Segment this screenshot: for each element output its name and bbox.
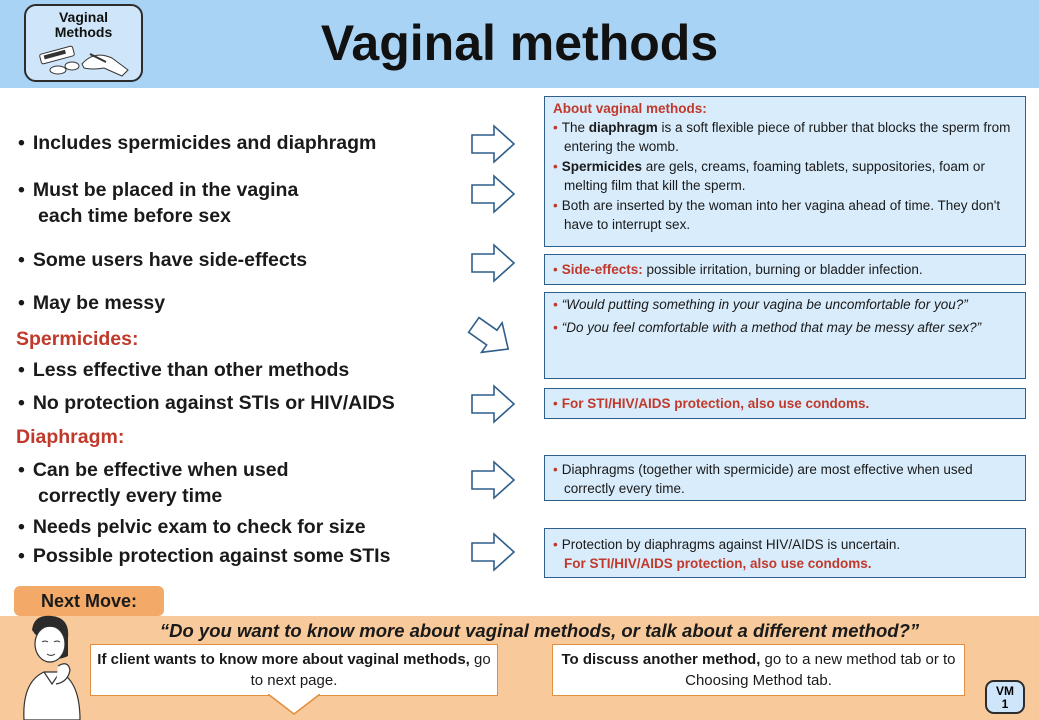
messy-question-2-text: “Do you feel comfortable with a method that may be messy after sex?”	[561, 320, 982, 335]
counselor-quote: “Do you want to know more about vaginal methods, or talk about a different method?”	[159, 620, 920, 641]
messy-question-2: • “Do you feel comfortable with a method that may be messy after sex?”	[553, 320, 982, 335]
right-arrow-icon	[470, 384, 516, 424]
side-effects-box	[544, 254, 1026, 285]
diaphragm-protection-text-1: Protection by diaphragms against HIV/AIDS is uncertain.	[561, 537, 901, 552]
next-move-label: Next Move:	[14, 586, 164, 616]
another-method-text: go to a new method tab or to Choosing Method tab.	[685, 651, 956, 689]
bullet-placed: • Must be placed in the vagina each time before sex	[18, 179, 299, 227]
page-tab-vm1-line-1: VM	[996, 684, 1014, 698]
bullet-messy-text: May be messy	[32, 292, 166, 314]
about-item-inserted: • Both are inserted by the woman into her vagina ahead of time. They don't have to interrupt sex.	[553, 198, 1001, 232]
about-vaginal-methods-box	[544, 96, 1026, 247]
sti-condoms-text: For STI/HIV/AIDS protection, also use condoms.	[561, 396, 870, 411]
page-title: Vaginal methods	[320, 15, 719, 71]
bullet-possible-protection: • Possible protection against some STIs	[18, 545, 391, 567]
bullet-no-protection: • No protection against STIs or HIV/AIDS	[18, 392, 395, 414]
spermicides-heading: Spermicides:	[16, 328, 139, 350]
about-item-diaphragm-c: is a soft flexible piece of rubber that blocks the sperm from entering the womb.	[564, 120, 1011, 154]
bullet-possible-protection-text: Possible protection against some STIs	[32, 545, 391, 567]
bullet-placed-text-2: each time before sex	[38, 205, 231, 227]
messy-questions-box	[544, 292, 1026, 379]
page-tab-vm1-line-2: 1	[1001, 697, 1009, 711]
right-arrow-icon	[470, 243, 516, 283]
diaphragm-protection-item: • Protection by diaphragms against HIV/AIDS is uncertain. For STI/HIV/AIDS protection, also use condoms.	[553, 537, 901, 571]
diagonal-arrow-icon	[466, 314, 516, 360]
diaphragm-protection-box	[544, 528, 1026, 578]
tab-label-line-1: Vaginal	[58, 9, 109, 25]
about-item-inserted-text: Both are inserted by the woman into her vagina ahead of time. They don't have to interrupt sex.	[561, 198, 1001, 232]
side-effects-label: Side-effects:	[561, 262, 643, 277]
bullet-side-effects: • Some users have side-effects	[18, 249, 308, 271]
about-item-diaphragm-a: The	[561, 120, 589, 135]
right-arrow-icon	[470, 532, 516, 572]
know-more-bold: If client wants to know more about vaginal methods,	[97, 651, 470, 668]
messy-question-1-text: “Would putting something in your vagina be uncomfortable for you?”	[561, 297, 968, 312]
bullet-can-be-effective-text-2: correctly every time	[38, 485, 223, 507]
side-effects-text: possible irritation, burning or bladder infection.	[642, 262, 923, 277]
about-item-diaphragm-b: diaphragm	[588, 120, 658, 135]
right-arrow-icon	[470, 174, 516, 214]
bullet-includes: • Includes spermicides and diaphragm	[18, 132, 377, 154]
diaphragm-heading: Diaphragm:	[16, 426, 125, 448]
about-item-spermicides-a: Spermicides	[561, 159, 643, 174]
bullet-side-effects-text: Some users have side-effects	[32, 249, 308, 271]
bullet-can-be-effective-text-1: Can be effective when used	[32, 459, 289, 481]
bullet-pelvic-exam: • Needs pelvic exam to check for size	[18, 516, 366, 538]
sti-condoms-box	[544, 388, 1026, 419]
know-more-text: go to next page.	[250, 651, 491, 689]
bullet-less-effective: • Less effective than other methods	[18, 359, 350, 381]
bullet-no-protection-text: No protection against STIs or HIV/AIDS	[32, 392, 395, 414]
diaphragm-effective-box	[544, 455, 1026, 501]
about-item-diaphragm: • The diaphragm is a soft flexible piece of rubber that blocks the sperm from entering the womb.	[553, 120, 1011, 154]
bullet-messy: • May be messy	[18, 292, 166, 314]
messy-question-1: • “Would putting something in your vagina be uncomfortable for you?”	[553, 297, 968, 312]
right-arrow-icon	[470, 124, 516, 164]
another-method-bold: To discuss another method,	[561, 651, 761, 668]
bullet-pelvic-exam-text: Needs pelvic exam to check for size	[32, 516, 366, 538]
sti-condoms-item: • For STI/HIV/AIDS protection, also use condoms.	[553, 396, 870, 411]
right-arrow-icon	[470, 460, 516, 500]
about-box-header: About vaginal methods:	[553, 101, 707, 116]
bullet-placed-text-1: Must be placed in the vagina	[32, 179, 299, 201]
bullet-less-effective-text: Less effective than other methods	[32, 359, 350, 381]
about-item-spermicides-b: are gels, creams, foaming tablets, suppositories, foam or melting film that kill the sperm.	[564, 159, 985, 193]
side-effects-item: • Side-effects: possible irritation, burning or bladder infection.	[553, 262, 923, 277]
diaphragm-effective-text: Diaphragms (together with spermicide) are most effective when used correctly every time.	[561, 462, 973, 496]
know-more-box[interactable]	[90, 644, 498, 696]
tab-label-line-2: Methods	[54, 24, 113, 40]
about-item-spermicides: • Spermicides are gels, creams, foaming tablets, suppositories, foam or melting film that kill the sperm.	[553, 159, 985, 193]
diaphragm-effective-item: • Diaphragms (together with spermicide) are most effective when used correctly every time.	[553, 462, 973, 496]
page-tab-vm1[interactable]	[985, 680, 1025, 714]
bullet-can-be-effective: • Can be effective when used correctly every time	[18, 459, 289, 507]
bullet-includes-text: Includes spermicides and diaphragm	[32, 132, 377, 154]
diaphragm-protection-text-2: For STI/HIV/AIDS protection, also use condoms.	[564, 556, 872, 571]
another-method-box[interactable]	[552, 644, 965, 696]
down-pointer-icon	[268, 694, 320, 716]
